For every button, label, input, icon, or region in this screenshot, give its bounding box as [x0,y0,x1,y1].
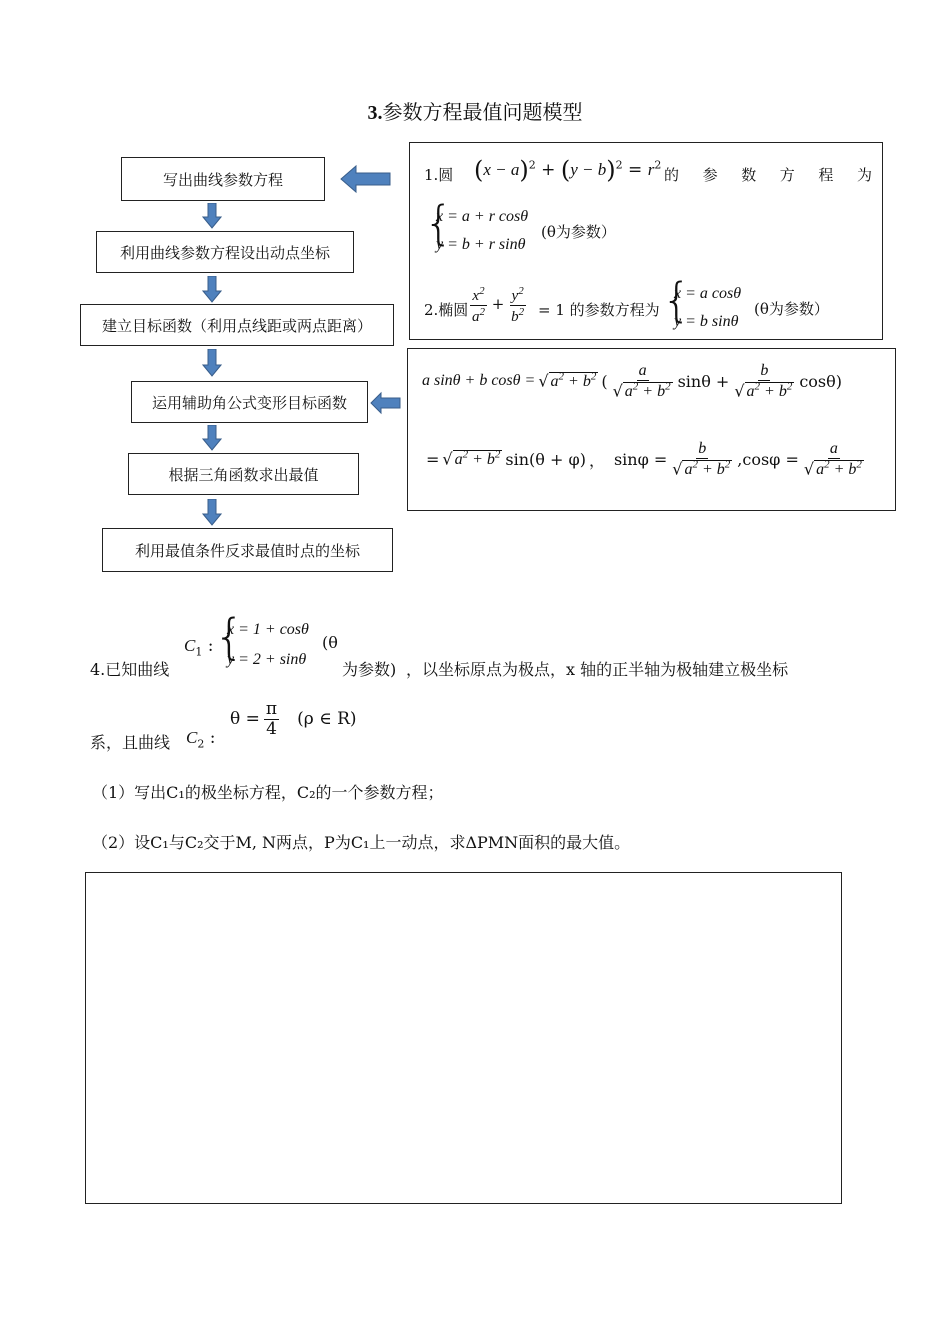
question-2: （2）设C₁与C₂交于M, N两点，P为C₁上一动点，求ΔPMN面积的最大值。 [92,833,631,852]
circle-standard-equation: $(x - a)^2 + (y - b)^2 = r^2$ [474,156,662,184]
theta-open-paren: (θ [322,633,338,652]
circle-item-tail: 的 参 数 方 程 为 [664,166,872,184]
down-arrow-icon [202,425,222,451]
flow-step-2: 利用曲线参数方程设出动点坐标 [96,231,354,273]
answer-area[interactable] [85,872,842,1204]
left-arrow-icon [370,391,402,415]
down-arrow-icon [202,349,222,377]
left-brace: { [214,609,245,665]
flow-step-5: 根据三角函数求出最值 [128,453,359,495]
down-arrow-icon [202,499,222,526]
ellipse-item-label: 2.椭圆 [424,301,469,319]
left-arrow-icon [340,164,392,194]
flow-step-3: 建立目标函数（利用点线距或两点距离） [80,304,394,346]
param-after: 为参数) [342,660,397,679]
curve-c1-label: $C_1$ : [184,636,214,659]
ellipse-standard-equation: $\frac{x^2}{a^2}$ + $\frac{y^2}{b^2}$ [472,285,525,325]
auxiliary-formula-line-1: a sinθ + b cosθ = √ $a^2 + b^2$ ( $\frac{a}{√ a^2 + b^2}$ sinθ + $\frac{b}{√ a^2 + b^2}$ cosθ) [422,362,843,400]
circle-param-y: y = b + r sinθ [436,236,526,253]
flow-step-4: 运用辅助角公式变形目标函数 [131,381,368,423]
problem-intro-prefix: 4.已知曲线 [90,660,170,679]
curve-c2-equation: θ = $\frac{\pi}{4}$ (ρ ∈ R) [230,699,357,739]
problem-line2-prefix: 系，且曲线 [90,733,171,752]
circle-param-note: (θ为参数） [541,223,616,241]
auxiliary-formula-line-2: = √ $a^2 + b^2$ sin(θ + φ) ， sinφ = $\frac{b}{√ a^2 + b^2}$ ,cosφ = $\frac{a}{√ a^2 + b^2}$ [426,440,862,478]
curve-c1-x: x = 1 + cosθ [227,621,309,638]
ellipse-param-y: y = b sinθ [674,313,739,330]
down-arrow-icon [202,276,222,303]
ellipse-param-x: x = a cosθ [674,285,742,302]
circle-param-x: x = a + r cosθ [436,208,529,225]
curve-c2-label: $C_2$ : [186,728,216,751]
left-brace: { [662,273,692,327]
page-title: 3.参数方程最值问题模型 [367,100,583,124]
curve-c1-y: y = 2 + sinθ [227,651,307,668]
problem-intro-suffix: ，以坐标原点为极点，x 轴的正半轴为极轴建立极坐标 [406,660,789,679]
down-arrow-icon [202,203,222,229]
circle-item-label: 1.圆 [424,166,454,184]
left-brace: { [424,196,454,250]
ellipse-item-mid: = 1 的参数方程为 [538,301,660,319]
flow-step-6: 利用最值条件反求最值时点的坐标 [102,528,393,572]
question-1: （1）写出C₁的极坐标方程，C₂的一个参数方程； [92,783,444,802]
ellipse-param-note: (θ为参数） [754,300,829,318]
flow-step-1: 写出曲线参数方程 [121,157,325,201]
